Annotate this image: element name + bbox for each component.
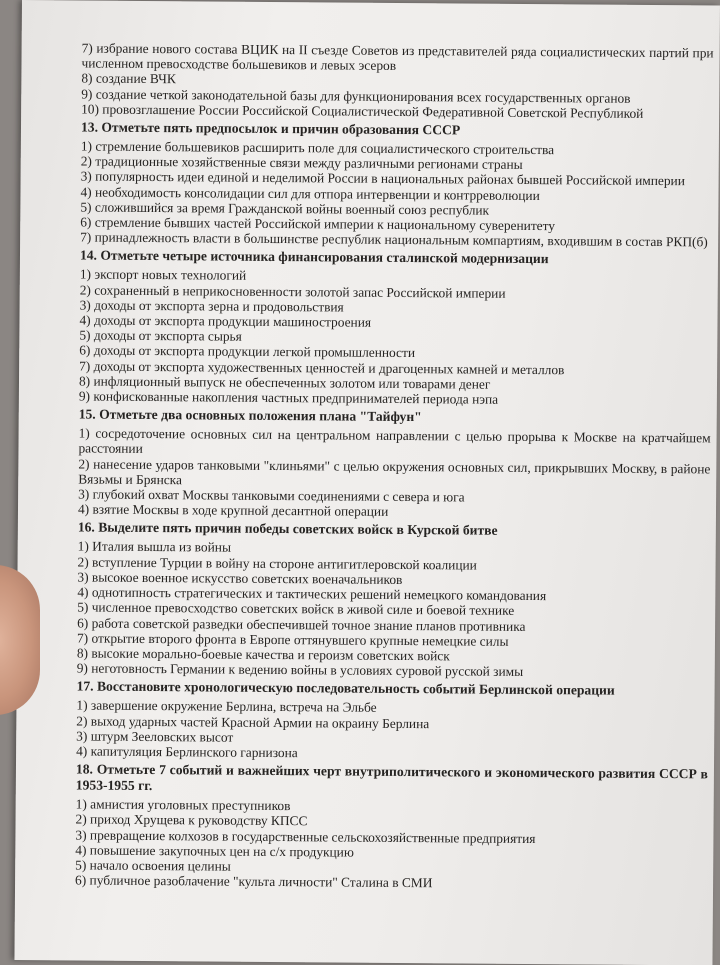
list-item: 5) начало освоения целины: [75, 857, 231, 874]
question-title: 13. Отметьте пять предпосылок и причин образования СССР: [80, 119, 461, 138]
list-item: 7) избрание нового состава ВЦИК на II съезде Советов из представителей ряда социалистических партий при численном превосходстве большевиков и левых эсеров: [81, 40, 714, 74]
list-item: 8) высокие морально-боевые качества и героизм советских войск: [76, 645, 450, 664]
list-item: 1) Италия вышла из войны: [77, 538, 232, 556]
list-item: 5) доходы от экспорта сырья: [79, 327, 242, 344]
list-item: 5) сложившийся за время Гражданской войны военный союз республик: [80, 199, 490, 218]
list-item: 3) высокое военное искусство советских военачальников: [77, 569, 403, 587]
list-item: 3) глубокий охват Москвы танковыми соединениями с севера и юга: [78, 486, 465, 505]
list-item: 9) создание четкой законодательной базы для функционирования всех государственных органов: [81, 86, 631, 106]
list-item: 4) повышение закупочных цен на с/х продукцию: [75, 842, 354, 860]
list-item: 4) однотипность стратегических и тактических решений немецкого командования: [77, 584, 547, 604]
list-item: 8) создание ВЧК: [81, 70, 176, 87]
list-item: 9) конфискованные накопления частных предпринимателей периода нэпа: [78, 388, 499, 407]
list-item: 1) стремление большевиков расширить поле для социалистического строительства: [80, 138, 555, 158]
list-item: 4) доходы от экспорта продукции машиностроения: [79, 312, 372, 330]
list-item: 6) доходы от экспорта продукции легкой промышленности: [79, 342, 416, 361]
question-title: 18. Отметьте 7 событий и важнейших черт внутриполитического и экономического развития СССР в 1953-1955 гг.: [75, 761, 709, 794]
list-item: 7) доходы от экспорта художественных ценностей и драгоценных камней и металлов: [79, 358, 565, 377]
list-item: 10) провозглашение России Российской Социалистической Федеративной Советской Республикой: [81, 101, 644, 121]
list-item: 4) необходимость консолидации сил для отпора интервенции и контрреволюции: [80, 184, 540, 203]
list-item: 3) штурм Зееловских высот: [76, 728, 234, 745]
list-item: 2) нанесение ударов танковыми "клиньями" с целью окружения основных сил, прикрывших Москву, в районе Вязьмы и Брянска: [78, 456, 711, 488]
list-item: 2) сохраненный в неприкосновенности золотой запас Российской империи: [79, 282, 506, 301]
list-item: 1) сосредоточение основных сил на центральном направлении с целью прорыва к Москве на кратчайшем расстоянии: [78, 425, 711, 457]
list-item: 7) принадлежность власти в большинстве республик национальным компартиям, входившим в состав РКП(б): [80, 229, 708, 250]
list-item: 8) инфляционный выпуск не обеспеченных золотом или товарами денег: [78, 373, 491, 392]
list-item: 3) превращение колхозов в государственные сельскохозяйственные предприятия: [75, 826, 536, 846]
list-item: 2) приход Хрущева к руководству КПСС: [75, 811, 308, 829]
list-item: 1) амнистия уголовных преступников: [75, 796, 291, 814]
list-item: 6) публичное разоблачение "культа личности" Сталина в СМИ: [75, 872, 433, 891]
list-item: 1) завершение окружение Берлина, встреча на Эльбе: [76, 697, 377, 716]
paper-sheet: [14, 0, 720, 965]
list-item: 9) неготовность Германии к ведению войны в условиях суровой русской зимы: [76, 660, 524, 680]
question-title: 17. Восстановите хронологическую последовательность событий Берлинской операции: [76, 678, 615, 698]
list-item: 2) выход ударных частей Красной Армии на окраину Берлина: [76, 712, 430, 731]
list-item: 7) открытие второго фронта в Европе оттянувшего крупные немецкие силы: [76, 630, 509, 649]
list-item: 6) работа советской разведки обеспечившей точное знание планов противника: [77, 614, 526, 634]
list-item: 2) вступление Турции в войну на стороне антигитлеровской коалиции: [77, 554, 477, 573]
list-item: 6) стремление бывших частей Российской империи к национальному суверенитету: [80, 214, 556, 234]
list-item: 3) доходы от экспорта зерна и продовольствия: [79, 297, 344, 315]
list-item: 1) экспорт новых технологий: [79, 266, 247, 284]
list-item: 3) популярность идеи единой и неделимой России в национальных районах бывшей Российской империи: [80, 168, 685, 189]
question-title: 14. Отметьте четыре источника финансирования сталинской модернизации: [79, 247, 549, 267]
list-item: 5) численное превосходство советских войск в живой силе и боевой технике: [77, 599, 515, 619]
document-body: [75, 40, 714, 892]
list-item: 2) традиционные хозяйственные связи между различными регионами страны: [80, 153, 523, 173]
question-title: 15. Отметьте два основных положения плана "Тайфун": [78, 406, 422, 425]
list-item: 4) капитуляция Берлинского гарнизона: [76, 743, 298, 761]
question-title: 16. Выделите пять причин победы советских войск в Курской битве: [77, 519, 498, 539]
list-item: 4) взятие Москвы в ходе крупной десантной операции: [77, 501, 389, 520]
